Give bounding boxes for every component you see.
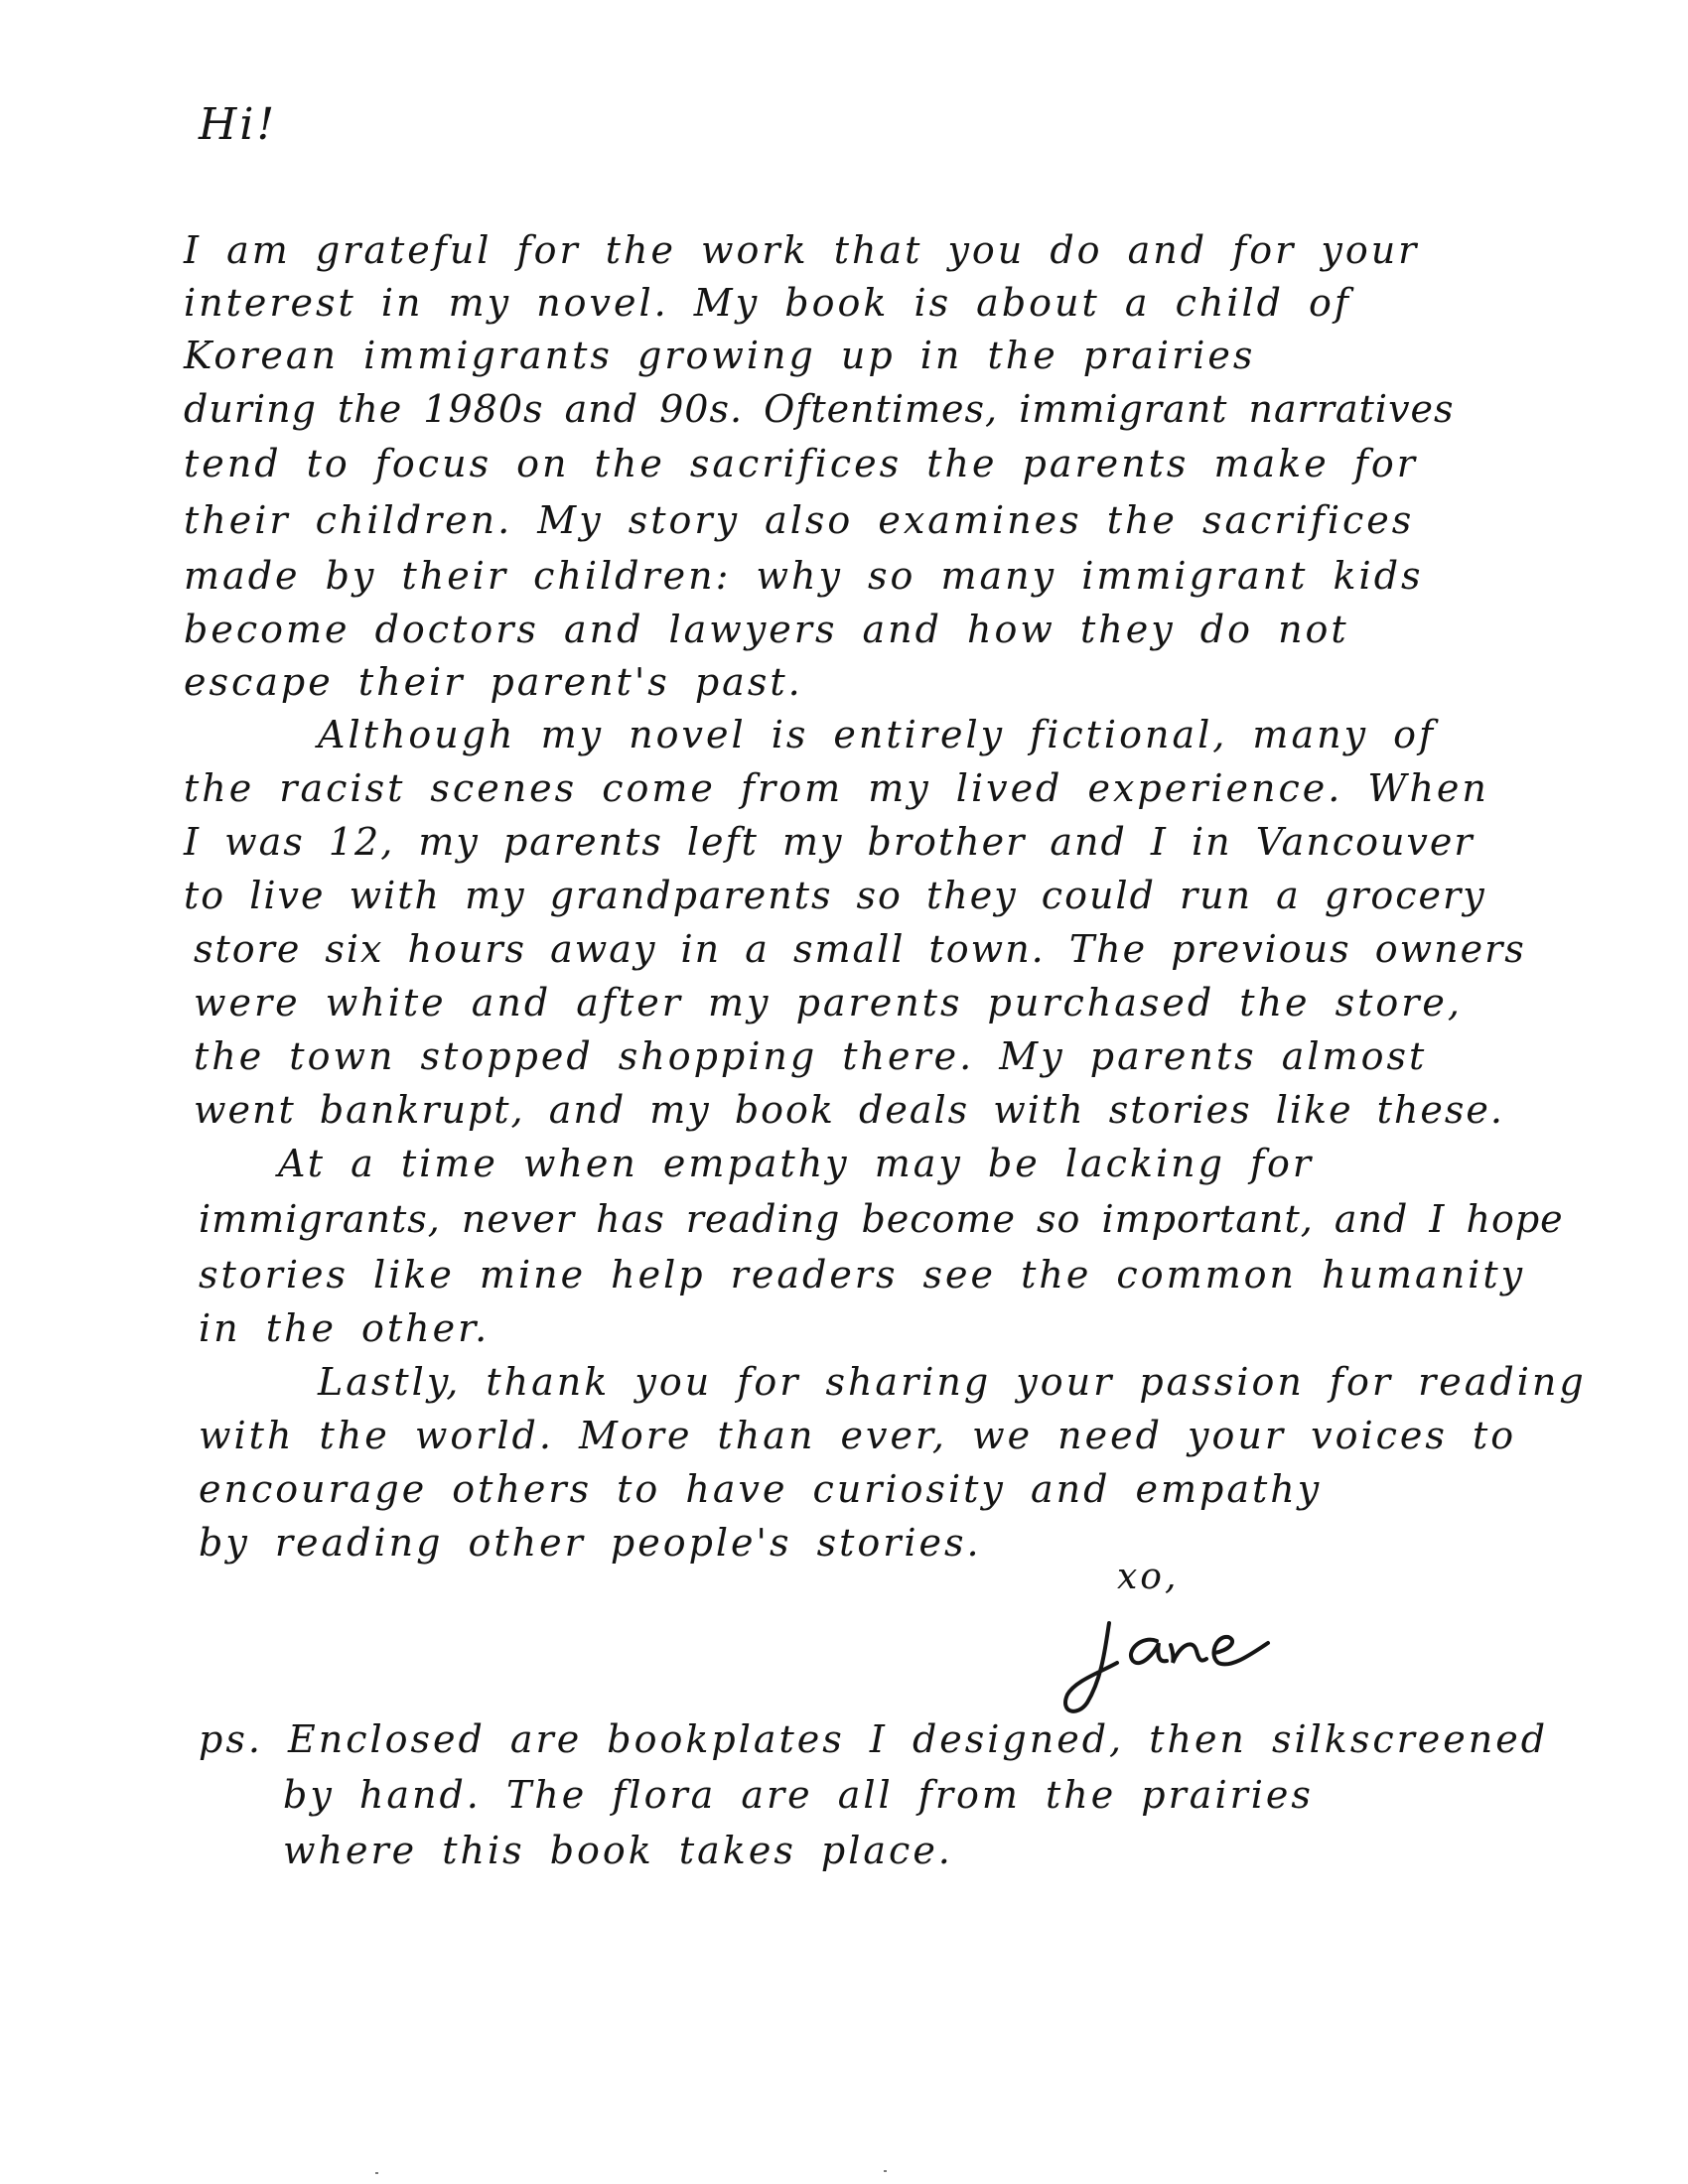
letter-line: immigrants, never has reading become so important, and I hope [199, 1197, 1564, 1241]
signature [1048, 1603, 1276, 1722]
letter-line: the racist scenes come from my lived experience. When [184, 766, 1489, 810]
letter-line: Korean immigrants growing up in the prairies [184, 334, 1256, 377]
letter-line: escape their parent's past. [184, 660, 803, 704]
letter-line: interest in my novel. My book is about a child of [184, 281, 1351, 325]
postscript-line: by hand. The flora are all from the prairies [283, 1773, 1314, 1817]
letter-line: by reading other people's stories. [199, 1521, 982, 1565]
greeting: Hi! [199, 99, 278, 150]
letter-line: the town stopped shopping there. My parents almost [194, 1034, 1428, 1078]
letter-line: stories like mine help readers see the common humanity [199, 1253, 1526, 1297]
scan-speck [884, 2170, 887, 2172]
letter-line: made by their children: why so many immigrant kids [184, 554, 1424, 598]
letter-line: went bankrupt, and my book deals with stories like these. [194, 1088, 1504, 1132]
letter-line: were white and after my parents purchased the store, [194, 981, 1463, 1024]
letter-line: I am grateful for the work that you do and for your [184, 228, 1420, 272]
letter-line: Lastly, thank you for sharing your passion for reading [318, 1360, 1587, 1404]
scan-speck [375, 2172, 378, 2174]
letter-line: Although my novel is entirely fictional, many of [318, 713, 1437, 756]
letter-line: become doctors and lawyers and how they do not [184, 608, 1349, 651]
letter-line: I was 12, my parents left my brother and I in Vancouver [184, 820, 1475, 864]
letter-line: encourage others to have curiosity and empathy [199, 1467, 1323, 1511]
closing: xo, [1117, 1557, 1180, 1597]
letter-line: tend to focus on the sacrifices the parents make for [184, 442, 1418, 485]
letter-line: in the other. [199, 1306, 491, 1350]
postscript-line: ps. Enclosed are bookplates I designed, then silkscreened [199, 1717, 1549, 1761]
letter-line: to live with my grandparents so they could run a grocery [184, 874, 1486, 917]
letter-line: during the 1980s and 90s. Oftentimes, immigrant narratives [184, 387, 1455, 431]
postscript-line: where this book takes place. [283, 1829, 953, 1872]
letter-line: with the world. More than ever, we need your voices to [199, 1414, 1517, 1457]
letter-line: store six hours away in a small town. The previous owners [194, 927, 1526, 971]
letter-line: their children. My story also examines the sacrifices [184, 498, 1415, 542]
letter-line: At a time when empathy may be lacking for [278, 1142, 1315, 1185]
